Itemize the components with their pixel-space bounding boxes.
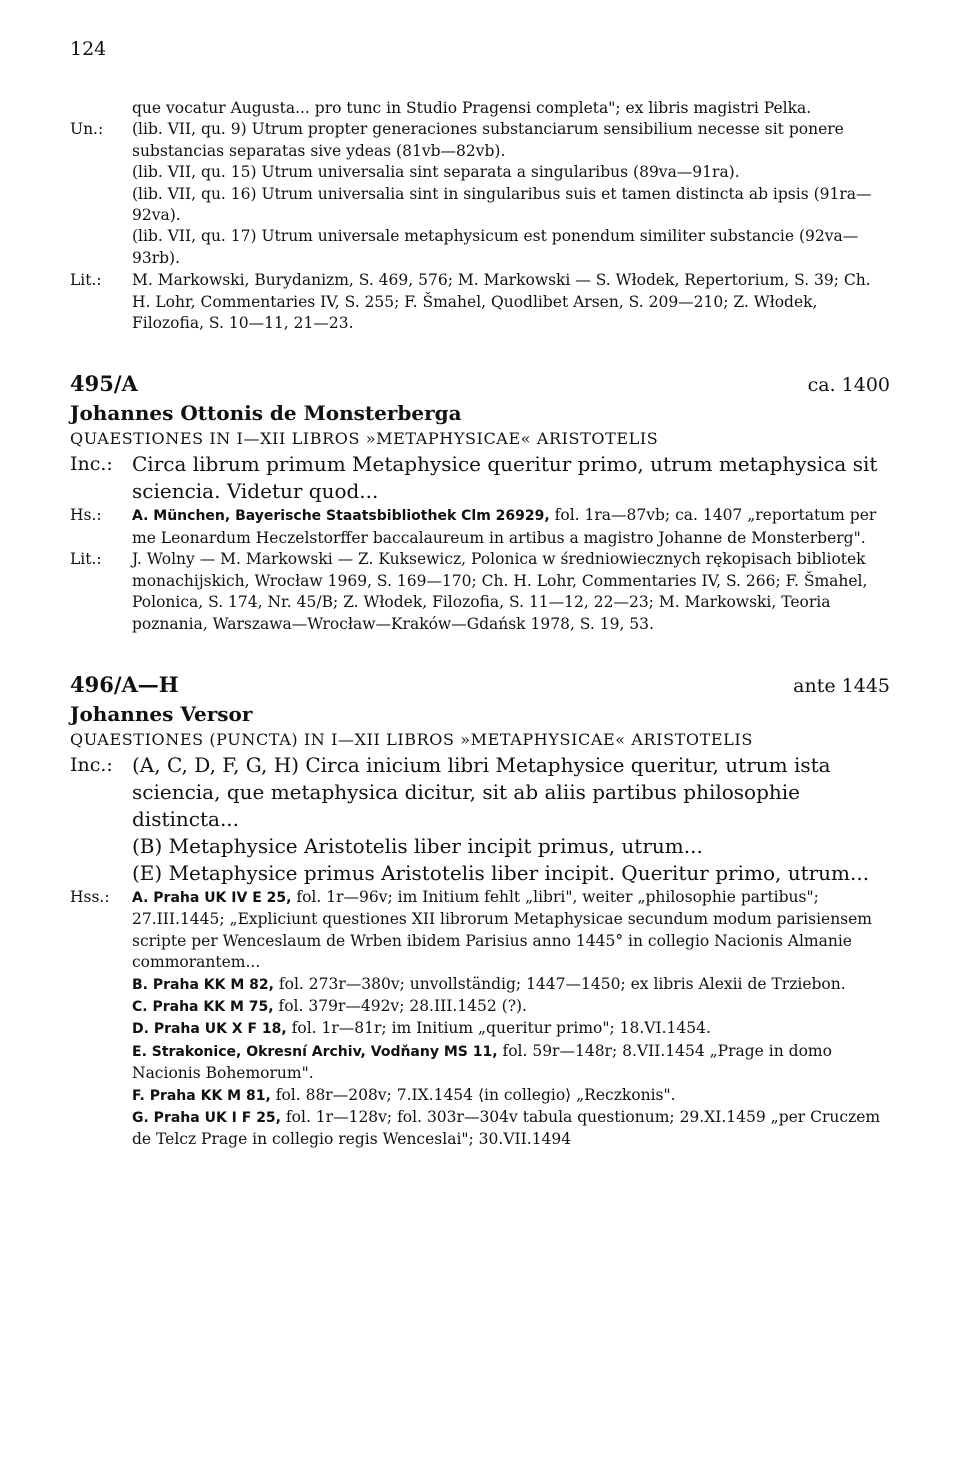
manuscript-location: A. München, Bayerische Staatsbibliothek Clm 26929, <box>132 508 550 525</box>
incipit-variant: (A, C, D, F, G, H) Circa inicium libri Metaphysice queritur, utrum ista sciencia, que metaphysica dicitur, sit ab aliis partibus philosophie distincta... <box>132 752 831 831</box>
entry-title: QUAESTIONES (PUNCTA) IN I—XII LIBROS »METAPHYSICAE« ARISTOTELIS <box>70 729 753 749</box>
literature-section <box>70 549 890 635</box>
previous-entry-continuation: que vocatur Augusta... pro tunc in Studio Pragensi completa"; ex libris magistri Pelka. <box>132 99 812 117</box>
manuscript-item <box>132 996 890 1018</box>
question-item: (lib. VII, qu. 15) Utrum universalia sint separata a singularibus (89va—91ra). <box>132 163 740 182</box>
manuscript-item <box>132 974 890 996</box>
manuscript-location: C. Praha KK M 75, <box>132 998 274 1015</box>
page-content <box>70 98 890 1151</box>
manuscript-location: G. Praha UK I F 25, <box>132 1109 281 1126</box>
entry-number: 495/A <box>70 371 138 397</box>
hss-label: Hss.: <box>70 887 110 906</box>
entry-author: Johannes Ottonis de Monsterberga <box>70 401 462 426</box>
incipit-variant: (B) Metaphysice Aristotelis liber incipit primus, utrum... <box>132 833 703 858</box>
manuscript-details: fol. 1r—81r; im Initium „queritur primo"; 18.VI.1454. <box>286 1019 711 1038</box>
manuscript-item <box>132 1018 890 1040</box>
entry-title: QUAESTIONES IN I—XII LIBROS »METAPHYSICAE« ARISTOTELIS <box>70 429 659 449</box>
manuscript-item <box>132 1107 890 1151</box>
manuscript-details: fol. 379r—492v; 28.III.1452 (?). <box>273 996 527 1015</box>
manuscript-location: A. Praha UK IV E 25, <box>132 889 292 906</box>
entry-date: ante 1445 <box>793 674 890 697</box>
previous-literature-section <box>70 270 890 334</box>
inc-label: Inc.: <box>70 453 113 476</box>
hs-label: Hs.: <box>70 506 102 525</box>
literature-text: J. Wolny — M. Markowski — Z. Kuksewicz, Polonica w średniowiecznych rękopisach bibliotek monachijskich, Wrocław 1969, S. 169—170; Ch. H. Lohr, Commentaries IV, S. 266; F. Šmahel, Polonica, S. 174, Nr. 45/B; Z. Włodek, Filozofia, S. 11—12, 22—23; M. Markowski, Teoria poznania, Warszawa—Wrocław—Kraków—Gdańsk 1978, S. 19, 53. <box>132 550 868 633</box>
un-label: Un.: <box>70 120 104 139</box>
incipit-section <box>70 451 890 505</box>
literature-text: M. Markowski, Burydanizm, S. 469, 576; M. Markowski — S. Włodek, Repertorium, S. 39; Ch. H. Lohr, Commentaries IV, S. 255; F. Šmahel, Quodlibet Arsen, S. 209—210; Z. Włodek, Filozofia, S. 10—11, 21—23. <box>132 271 871 333</box>
untersuchungen-section <box>70 119 890 269</box>
manuscript-location: D. Praha UK X F 18, <box>132 1021 287 1038</box>
manuscript-item <box>132 887 890 974</box>
question-item: (lib. VII, qu. 16) Utrum universalia sint in singularibus suis et tamen distincta ab ipsis (91ra—92va). <box>132 184 872 225</box>
question-item: (lib. VII, qu. 9) Utrum propter generaciones substanciarum sensibilium necesse sit ponere substancias separatas sive ydeas (81vb—82vb). <box>132 120 844 160</box>
manuscript-details: fol. 1r—96v; im Initium fehlt „libri", weiter „philosophie partibus"; 27.III.1445; „Expliciunt questiones XII librorum Metaphysicae secundum modum parisiensem scripte per Wenceslaum de Wrben ibidem Parisius anno 1445° in collegio Nacionis Almanie commorantem... <box>132 887 873 972</box>
manuscript-location: B. Praha KK M 82, <box>132 976 274 993</box>
entry-header-495 <box>70 370 890 399</box>
manuscript-details: fol. 88r—208v; 7.IX.1454 ⟨in collegio⟩ „Reczkonis". <box>270 1085 676 1104</box>
entry-date: ca. 1400 <box>807 374 890 397</box>
manuscripts-section <box>70 887 890 1151</box>
manuscript-details: fol. 1r—128v; fol. 303r—304v tabula questionum; 29.XI.1459 „per Cruczem de Telcz Prage in collegio regis Wenceslai"; 30.VII.1494 <box>132 1107 881 1149</box>
entry-author: Johannes Versor <box>70 701 253 726</box>
incipit-text: Circa librum primum Metaphysice queritur primo, utrum metaphysica sit sciencia. Videtur quod... <box>132 452 878 504</box>
question-item: (lib. VII, qu. 17) Utrum universale metaphysicum est ponendum similiter substancie (92va—93rb). <box>132 227 859 267</box>
manuscript-details: fol. 59r—148r; 8.VII.1454 „Prage in domo Nacionis Bohemorum". <box>132 1041 832 1083</box>
incipit-section <box>70 752 890 887</box>
manuscript-item <box>132 1041 890 1085</box>
manuscript-item <box>132 1085 890 1107</box>
page-number: 124 <box>70 38 107 60</box>
manuscript-details: fol. 273r—380v; unvollständig; 1447—1450; ex libris Alexii de Trziebon. <box>273 974 846 993</box>
entry-header-496 <box>70 671 890 700</box>
lit-label: Lit.: <box>70 550 102 569</box>
manuscript-location: E. Strakonice, Okresní Archiv, Vodňany MS 11, <box>132 1043 498 1060</box>
entry-number: 496/A—H <box>70 671 179 697</box>
inc-label: Inc.: <box>70 753 113 776</box>
incipit-variant: (E) Metaphysice primus Aristotelis liber incipit. Queritur primo, utrum... <box>132 860 870 885</box>
manuscript-section <box>70 505 890 549</box>
manuscript-details: fol. 1ra—87vb; ca. 1407 „reportatum per me Leonardum Heczelstorffer baccalaureum in artibus a magistro Johanne de Monsterberg". <box>132 506 877 547</box>
lit-label: Lit.: <box>70 271 102 290</box>
manuscript-location: F. Praha KK M 81, <box>132 1087 271 1104</box>
